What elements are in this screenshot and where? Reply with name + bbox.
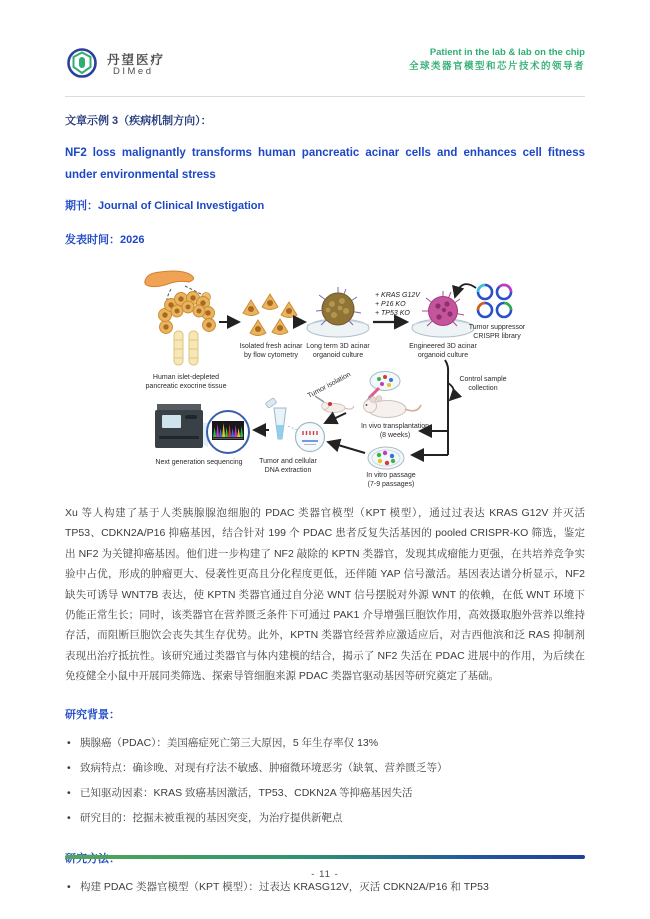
study-summary-paragraph: Xu 等人构建了基于人类胰腺腺泡细胞的 PDAC 类器官模型（KPT 模型），通过过表达 KRAS G12V 并灭活 TP53、CDKN2A/P16 抑癌基因，结合针对 199 个 PDAC 患者反复失活基因的 pooled CRISPR-KO 筛选，鉴定出 NF2 为关键抑癌基因。他们进一步构建了 NF2 敲除的 KPTN 类器官，发现其成瘤能力更强，在共培养竞争实验中占优，形成的肿瘤更大、侵袭性更高且分化程度更低，还伴随 YAP 信号激活。基因表达谱分析显示，NF2 缺失可诱导 WNT7B 表达，使 KPTN 类器官通过自分泌 WNT 信号摆脱对外源 WNT 的依赖，在低 WNT 环境下仍能正常生长；同时，该类器官在营养匮乏条件下可通过 PAK1 介导增强巨胞饮作用，高效摄取胞外营养以维持存活，而阻断巨胞饮会丧失其生存优势。此外，KPTN 类器官经营养应激适应后，对吉西他滨和泛 RAS 抑制剂表现出治疗抵抗性。该研究通过类器官与体内建模的结合，揭示了 NF2 失活在 PDAC 进展中的作用，为后续在免疫健全小鼠中开展同类筛选、探索导管细胞来源 PDAC 类器官驱动基因等研究奠定了基础。 [65, 507, 585, 683]
brand-logo [65, 46, 165, 85]
label-crispr-line1: Tumor suppressor [468, 324, 525, 331]
mouse-icon [364, 396, 422, 418]
page-header [65, 0, 585, 85]
brand-name-cn: 丹望医疗 [107, 52, 166, 67]
list-item: • 构建 PDAC 类器官模型（KPT 模型）：过表达 KRASG12V，灭活 CDKN2A/P16 和 TP53 [65, 875, 585, 900]
label-gene-kras: + KRAS G12V [375, 292, 420, 299]
header-divider [65, 96, 585, 97]
label-invivo-line1: In vivo transplantation [360, 423, 430, 430]
publish-date-line: 发表时间：2026 [65, 234, 145, 246]
label-engineered-line1: Engineered 3D acinar [409, 343, 477, 350]
article-title: NF2 loss malignantly transforms human pancreatic acinar cells and enhances cell fitness under environmental stress [65, 147, 585, 181]
article-section-label: 文章示例 3（疾病机制方向）： [65, 115, 212, 127]
crispr-plasmid-library-icon [478, 285, 511, 317]
chromatogram-icon [207, 411, 249, 453]
label-tissue-line2: pancreatic exocrine tissue [145, 383, 227, 390]
invitro-to-dna-arrow [328, 442, 365, 453]
label-control-line1: Control sample [459, 376, 507, 383]
tumor-isolation-mouse-icon [315, 396, 354, 413]
list-item: • 已知驱动因素：KRAS 致癌基因激活，TP53、CDKN2A 等抑癌基因失活 [65, 781, 585, 806]
label-longterm-line2: organoid culture [312, 352, 364, 359]
acinar-organoid-dish-icon [307, 287, 369, 337]
crispr-transduction-arrow [455, 284, 476, 297]
label-acinar-line1: Isolated fresh acinar [239, 343, 303, 350]
label-ngs: Next generation sequencing [155, 459, 243, 466]
label-invitro-line1: In vitro passage [366, 472, 416, 479]
page-number: - 11 - [311, 869, 339, 880]
dna-extraction-tube-icon [265, 398, 324, 452]
branch-line [445, 360, 448, 455]
label-invivo-line2: (8 weeks) [379, 432, 411, 439]
background-heading: 研究背景： [65, 708, 120, 721]
footer-gradient-bar [65, 855, 585, 859]
list-item: • 研究目的：挖掘未被重视的基因突变，为治疗提供新靶点 [65, 806, 585, 831]
transplant-dish-icon [370, 372, 400, 391]
label-dna-line1: Tumor and cellular [259, 458, 317, 465]
background-list [65, 731, 585, 831]
label-engineered-line2: organoid culture [417, 352, 469, 359]
label-invitro-line2: (7-9 passages) [367, 481, 415, 488]
acinar-cells-icon [243, 294, 297, 336]
label-gene-p16: + P16 KO [375, 301, 406, 308]
exocrine-tissue-icon [159, 292, 216, 366]
label-acinar-line2: by flow cytometry [243, 352, 299, 359]
dimed-shield-logo-icon [65, 46, 99, 85]
list-item: • 胰腺癌（PDAC）：美国癌症死亡第三大原因，5 年生存率仅 13% [65, 731, 585, 756]
tagline-chinese: 全球类器官模型和芯片技术的领导者 [408, 61, 585, 73]
mouse-to-dna-arrow [325, 413, 346, 423]
header-tagline [409, 46, 585, 75]
tagline-english: Patient in the lab & lab on the chip [429, 47, 585, 58]
study-workflow-figure [133, 267, 525, 497]
label-tumor-isolation: Tumor isolation [306, 371, 352, 400]
list-item: • 致病特点：确诊晚、对现有疗法不敏感、肿瘤微环境恶劣（缺氧、营养匮乏等） [65, 756, 585, 781]
label-dna-line2: DNA extraction [264, 467, 312, 474]
label-crispr-line2: CRISPR library [473, 333, 521, 340]
invitro-dish-icon [368, 447, 404, 469]
sequencer-icon [155, 404, 208, 448]
brand-name-en: DIMed [113, 66, 154, 78]
journal-line: 期刊：Journal of Clinical Investigation [65, 200, 265, 212]
label-gene-tp53: + TP53 KO [375, 310, 410, 317]
page-footer [65, 855, 585, 880]
label-tissue-line1: Human islet-depleted [152, 374, 220, 381]
label-control-line2: collection [468, 385, 498, 392]
label-longterm-line1: Long term 3D acinar [306, 343, 370, 350]
engineered-organoid-dish-icon [412, 291, 474, 337]
brand-text [107, 53, 165, 78]
